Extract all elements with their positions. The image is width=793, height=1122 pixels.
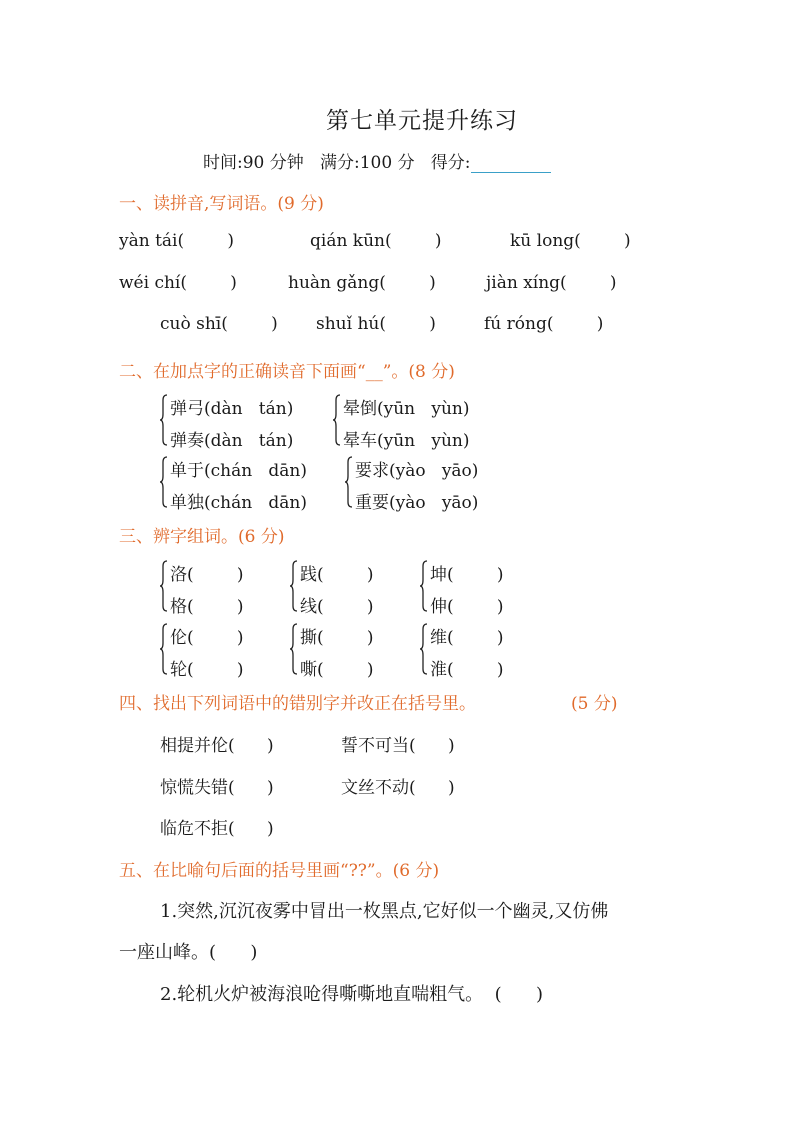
full-score-info: 满分:100 分 — [319, 153, 415, 173]
pinyin-item[interactable]: kū long( ) — [510, 231, 631, 251]
word-group-item[interactable]: 伸( ) — [430, 597, 504, 617]
brace-icon — [160, 623, 167, 675]
word-group-item[interactable]: 撕( ) — [300, 628, 374, 648]
pinyin-item[interactable]: wéi chí( ) — [119, 273, 237, 293]
pinyin-item[interactable]: cuò shī( ) — [160, 314, 278, 334]
correction-item[interactable]: 惊慌失错( ) — [160, 778, 274, 798]
word-group-item[interactable]: 轮( ) — [170, 660, 244, 680]
word-group-item[interactable]: 维( ) — [430, 628, 504, 648]
brace-icon — [160, 394, 167, 446]
section-3-heading: 三、辨字组词。(6 分) — [119, 527, 285, 547]
brace-icon — [420, 560, 427, 612]
word-group-item[interactable]: 淮( ) — [430, 660, 504, 680]
pinyin-item[interactable]: yàn tái( ) — [119, 231, 234, 251]
section-4-heading: 四、找出下列词语中的错别字并改正在括号里。 — [119, 694, 476, 714]
brace-icon — [160, 456, 167, 508]
section-2-heading: 二、在加点字的正确读音下面画“__”。(8 分) — [119, 362, 455, 382]
pinyin-item[interactable]: shuǐ hú( ) — [316, 314, 436, 334]
brace-icon — [290, 623, 297, 675]
word-group-item[interactable]: 线( ) — [300, 597, 374, 617]
score-blank[interactable] — [471, 154, 551, 173]
reading-item[interactable]: 要求(yào yāo) — [355, 461, 479, 481]
correction-item[interactable]: 相提并伦( ) — [160, 736, 274, 756]
correction-item[interactable]: 临危不拒( ) — [160, 819, 274, 839]
score-label: 得分: — [430, 153, 471, 173]
section-4-score: (5 分) — [571, 694, 618, 714]
reading-item[interactable]: 单独(chán dān) — [170, 493, 307, 513]
exam-info — [203, 148, 551, 173]
reading-item[interactable]: 晕倒(yūn yùn) — [343, 399, 470, 419]
brace-icon — [420, 623, 427, 675]
reading-item[interactable]: 弹弓(dàn tán) — [170, 399, 294, 419]
word-group-item[interactable]: 坤( ) — [430, 565, 504, 585]
time-info: 时间:90 分钟 — [203, 153, 304, 173]
section-1-heading: 一、读拼音,写词语。(9 分) — [119, 194, 324, 214]
reading-item[interactable]: 单于(chán dān) — [170, 461, 307, 481]
pinyin-item[interactable]: huàn gǎng( ) — [288, 273, 436, 293]
correction-item[interactable]: 文丝不动( ) — [341, 778, 455, 798]
section-5-heading: 五、在比喻句后面的括号里画“??”。(6 分) — [119, 861, 440, 881]
pinyin-item[interactable]: qián kūn( ) — [310, 231, 442, 251]
reading-item[interactable]: 晕车(yūn yùn) — [343, 431, 470, 451]
question-1-line-1: 1.突然,沉沉夜雾中冒出一枚黑点,它好似一个幽灵,又仿佛 — [160, 901, 609, 922]
page-title: 第七单元提升练习 — [326, 108, 518, 134]
word-group-item[interactable]: 洛( ) — [170, 565, 244, 585]
brace-icon — [160, 560, 167, 612]
word-group-item[interactable]: 格( ) — [170, 597, 244, 617]
pinyin-item[interactable]: jiàn xíng( ) — [486, 273, 617, 293]
correction-item[interactable]: 誓不可当( ) — [341, 736, 455, 756]
word-group-item[interactable]: 伦( ) — [170, 628, 244, 648]
brace-icon — [290, 560, 297, 612]
pinyin-item[interactable]: fú róng( ) — [484, 314, 604, 334]
brace-icon — [333, 394, 340, 446]
reading-item[interactable]: 弹奏(dàn tán) — [170, 431, 294, 451]
brace-icon — [345, 456, 352, 508]
word-group-item[interactable]: 践( ) — [300, 565, 374, 585]
reading-item[interactable]: 重要(yào yāo) — [355, 493, 479, 513]
question-1-line-2[interactable]: 一座山峰。( ) — [119, 942, 258, 963]
question-2[interactable]: 2.轮机火炉被海浪呛得嘶嘶地直喘粗气。 ( ) — [160, 984, 543, 1005]
word-group-item[interactable]: 嘶( ) — [300, 660, 374, 680]
